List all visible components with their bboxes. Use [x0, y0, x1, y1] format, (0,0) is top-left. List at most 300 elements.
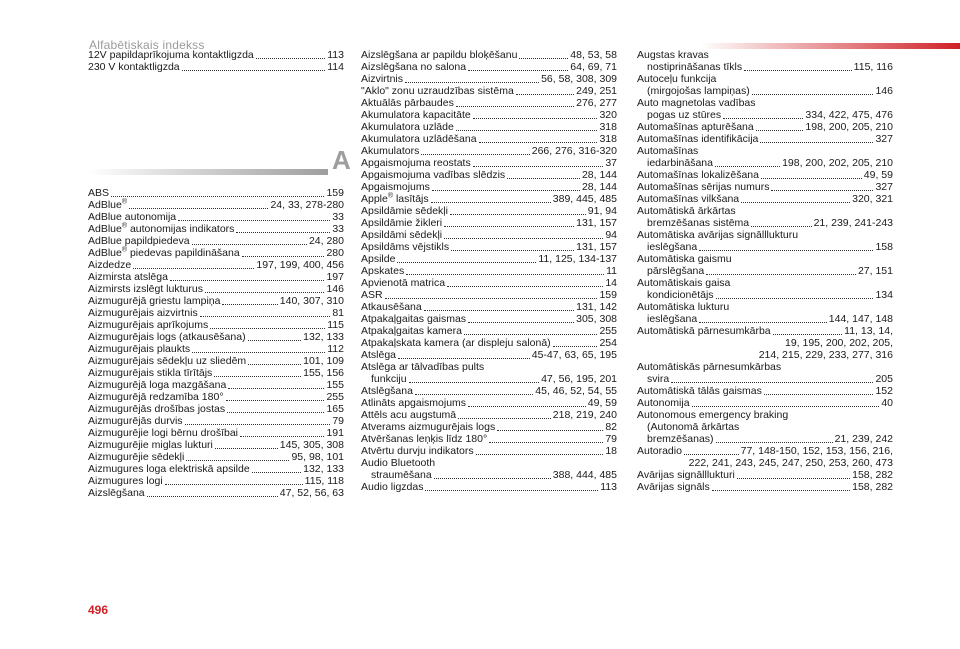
index-entry-pages: 33 — [332, 223, 344, 235]
index-entry-term — [361, 217, 442, 229]
index-entry-leader — [409, 381, 539, 383]
index-entry-leader — [227, 411, 324, 413]
index-entry-leader — [205, 291, 325, 293]
index-entry-term — [88, 355, 246, 367]
index-entry-term — [361, 97, 454, 109]
index-entry-term — [88, 415, 183, 427]
index-entry-leader — [458, 417, 551, 419]
index-entry-term-text: Apsilde — [361, 253, 396, 265]
index-entry-term — [647, 373, 669, 385]
index-entry-pages: 101, 109 — [303, 355, 344, 367]
index-entry-heading: Atslēga ar tālvadības pults — [361, 361, 485, 373]
index-entry-leader — [165, 483, 303, 485]
index-entry-term-text: ieslēgšana — [647, 241, 698, 253]
index-entry-term — [637, 397, 690, 409]
index-entry-term-text: Aizmugurējais stikla tīrītājs — [88, 367, 213, 379]
index-entry-pages: 152 — [875, 385, 893, 397]
index-entry-term-text: Aizmirsts izslēgt lukturus — [88, 283, 203, 295]
index-entry-pages: 320 — [599, 109, 617, 121]
index-entry-pages: 113 — [600, 481, 617, 493]
index-entry-pages: 255 — [599, 325, 617, 337]
index-entry-term-text: AdBlue autonomija — [88, 211, 177, 223]
index-entry-term — [361, 121, 454, 133]
index-entry-leader — [200, 315, 331, 317]
index-entry-term-text: Aizmugures loga elektriskā apsilde — [88, 463, 250, 475]
index-entry-term — [361, 481, 423, 493]
index-entry-term — [361, 397, 466, 409]
index-entry-term-text: 230 V kontaktligzda — [88, 61, 180, 73]
index-entry-pages-continued: 222, 241, 243, 245, 247, 250, 253, 260, 473 — [688, 457, 893, 469]
index-entry-term-text: Aizmirsta atslēga — [88, 271, 168, 283]
index-entry-leader — [468, 69, 568, 71]
index-entry-term-text: Atlināts apgaismojums — [361, 397, 467, 409]
index-entry-leader — [133, 267, 254, 269]
index-entry — [361, 205, 617, 217]
index-entry — [88, 271, 344, 283]
index-entry-leader — [425, 489, 598, 491]
index-entry-pages: 318 — [599, 121, 617, 133]
index-entry-pages: 48, 53, 58 — [570, 49, 617, 61]
index-entry-term — [88, 223, 234, 235]
index-entry — [637, 385, 893, 397]
index-entry-pages: 27, 151 — [857, 265, 893, 277]
index-entry-term-text: Atpakaļgaitas kamera — [361, 325, 462, 337]
index-entry-term-text: Apgaismojuma vadības slēdzis — [361, 169, 506, 181]
index-entry-pages: 49, 59 — [863, 169, 893, 181]
index-entry-heading: Automātiska avārijas signālllukturu — [637, 229, 799, 241]
index-entry — [88, 391, 344, 403]
index-entry-term — [88, 331, 246, 343]
index-entry-term — [88, 295, 220, 307]
index-group-a — [88, 187, 344, 499]
index-entry-term-suffix: piedevas papildināšana — [127, 247, 240, 259]
index-entry-leader — [256, 57, 325, 59]
index-entry — [361, 469, 617, 481]
index-entry-pages: 134 — [875, 289, 893, 301]
index-entry-term — [647, 265, 704, 277]
index-entry-pages: 198, 200, 205, 210 — [805, 121, 893, 133]
index-entry — [361, 397, 617, 409]
index-entry-leader — [434, 477, 551, 479]
index-entry-term-text: Autoradio — [637, 445, 682, 457]
index-entry-pages: 81 — [332, 307, 344, 319]
index-entry-heading: Automātiska gaismu — [637, 253, 732, 265]
index-entry-leader — [421, 153, 529, 155]
index-entry-term — [637, 181, 769, 193]
index-entry-term — [361, 181, 430, 193]
index-entry — [637, 181, 893, 193]
index-entry — [637, 469, 893, 481]
index-entry-pages: 47, 56, 195, 201 — [541, 373, 617, 385]
index-entry — [88, 427, 344, 439]
index-entry — [637, 265, 893, 277]
index-entry-term-text: bremzēšanas) — [647, 433, 714, 445]
index-entry-term-text: Aizmugurējais plaukts — [88, 343, 191, 355]
index-entry-term-text: Akumulatora uzlāde — [361, 121, 454, 133]
index-entry-leader — [771, 189, 873, 191]
index-entry-term-text: Atpakaļgaitas gaismas — [361, 313, 467, 325]
index-entry-term-text: funkciju — [371, 373, 407, 385]
index-entry-term-text: Atkausēšana — [361, 301, 422, 313]
index-entry-leader — [712, 489, 850, 491]
index-entry-pages: 388, 444, 485 — [552, 469, 617, 481]
index-entry-leader — [473, 117, 598, 119]
index-entry-term — [371, 373, 407, 385]
index-entry-pages: 158 — [875, 241, 893, 253]
index-entry-term-text: Aizmugurējā redzamība 180° — [88, 391, 224, 403]
index-entry-heading: (Autonomā ārkārtas — [647, 421, 740, 433]
index-entry-term-text: Aizmugurējie sēdekļi — [88, 451, 185, 463]
index-entry — [637, 121, 893, 133]
index-entry-pages: 198, 200, 202, 205, 210 — [782, 157, 893, 169]
index-entry-term-text: Aizmugurējā loga mazgāšana — [88, 379, 227, 391]
index-entry-term-text: Automašīnas lokalizēšana — [637, 169, 759, 181]
index-entry-leader — [406, 273, 604, 275]
index-entry-term-text: Attēls acu augstumā — [361, 409, 457, 421]
index-entry-pages: 45-47, 63, 65, 195 — [531, 349, 617, 361]
index-entry-heading: Autoceļu funkcija — [637, 73, 717, 85]
index-entry-pages: 334, 422, 475, 476 — [805, 109, 893, 121]
index-entry-term-text: Akumulators — [361, 145, 420, 157]
index-entry-term-text: Aktuālās pārbaudes — [361, 97, 454, 109]
index-entry-heading: Auto magnetolas vadības — [637, 97, 756, 109]
index-entry-pages: 11 — [606, 265, 617, 277]
index-entry-pages: 144, 147, 148 — [828, 313, 893, 325]
index-entry-term — [88, 271, 168, 283]
section-letter: A — [332, 145, 351, 175]
index-entry — [361, 109, 617, 121]
index-entry-pages: 158, 282 — [852, 469, 893, 481]
index-entry-pages: 24, 280 — [308, 235, 344, 247]
index-entry — [637, 241, 893, 253]
index-entry-pages: 37 — [605, 157, 617, 169]
index-entry-term-text: (mirgojošas lampiņas) — [647, 85, 750, 97]
index-entry-term — [88, 283, 203, 295]
index-entry-leader — [252, 471, 301, 473]
index-entry-term-text: Automašīnas sērijas numurs — [637, 181, 770, 193]
index-entry-term-text: kondicionētājs — [647, 289, 714, 301]
index-entry-pages: 389, 445, 485 — [552, 193, 617, 205]
index-entry — [88, 343, 344, 355]
index-entry-pages: 95, 98, 101 — [291, 451, 344, 463]
index-entry-term — [361, 157, 471, 169]
index-entry — [637, 289, 893, 301]
index-entry — [88, 439, 344, 451]
index-entry-term — [88, 391, 224, 403]
index-entry-term — [88, 427, 238, 439]
index-entry-leader — [447, 285, 603, 287]
index-entry-term-text: Avārijas signālllukturi — [637, 469, 735, 481]
index-entry-leader — [716, 441, 833, 443]
index-title: Alfabētiskais indekss — [89, 38, 205, 52]
index-entry-trademark: ® — [121, 222, 128, 230]
index-entry-term — [88, 319, 208, 331]
index-entry-leader — [706, 273, 856, 275]
index-entry-term-text: Apsildāmi sēdekļi — [361, 229, 443, 241]
index-entry-leader — [147, 495, 278, 497]
index-entry-term-text: Aizmugures logi — [88, 475, 163, 487]
index-entry-term-text: ieslēgšana — [647, 313, 698, 325]
index-entry — [88, 295, 344, 307]
index-entry-term — [637, 133, 758, 145]
index-entry-term-text: Aizmugurējā griestu lampiņa — [88, 295, 221, 307]
index-entry — [637, 313, 893, 325]
index-entry-term-text: Apskates — [361, 265, 405, 277]
index-group-numeric — [88, 49, 344, 73]
index-entry-term — [361, 241, 449, 253]
index-entry-term — [361, 61, 466, 73]
index-entry-term — [361, 409, 456, 421]
index-entry — [88, 415, 344, 427]
index-column-1 — [88, 0, 351, 499]
index-entry-pages: 113 — [327, 49, 344, 61]
index-entry-term — [361, 49, 517, 61]
index-entry-pages: 165 — [326, 403, 344, 415]
index-entry-pages: 197 — [326, 271, 344, 283]
index-entry — [637, 61, 893, 73]
index-entry-leader — [716, 297, 874, 299]
index-entry — [88, 49, 344, 61]
index-entry-term — [361, 421, 495, 433]
index-entry — [637, 397, 893, 409]
index-entry-term — [361, 133, 477, 145]
index-entry-leader — [431, 201, 551, 203]
index-entry — [637, 373, 893, 385]
index-entry — [88, 463, 344, 475]
index-entry-term-text: Atslēgšana — [361, 385, 413, 397]
index-entry-pages: 140, 307, 310 — [279, 295, 344, 307]
index-entry-leader — [385, 297, 598, 299]
index-entry-pages: 146 — [326, 283, 344, 295]
index-entry-leader — [111, 195, 324, 197]
index-entry-pages: 24, 33, 278-280 — [270, 199, 344, 211]
index-entry-leader — [226, 399, 325, 401]
index-entry-pages: 155, 156 — [303, 367, 344, 379]
index-entry-term-text: pārslēgšana — [647, 265, 705, 277]
index-entry-pages: 218, 219, 240 — [552, 409, 617, 421]
index-entry-pages: 14 — [605, 277, 617, 289]
index-entry-term — [88, 187, 109, 199]
index-entry-leader — [444, 237, 603, 239]
index-entry-leader — [450, 213, 586, 215]
index-entry — [88, 259, 344, 271]
index-entry-leader — [186, 459, 289, 461]
index-entry — [361, 253, 617, 265]
index-entry — [361, 49, 617, 61]
index-entry-pages: 159 — [599, 289, 617, 301]
index-entry-pages: 115, 116 — [853, 61, 893, 73]
index-group-col3 — [637, 49, 893, 493]
index-entry-pages: 64, 69, 71 — [570, 61, 617, 73]
index-entry — [88, 211, 344, 223]
index-entry-pages: 191 — [326, 427, 344, 439]
index-entry-leader — [432, 189, 580, 191]
index-group-col2 — [361, 49, 617, 493]
index-entry-term — [361, 445, 474, 457]
index-entry-pages: 276, 277 — [576, 97, 617, 109]
index-entry-term-text: Aizmugurējais sēdekļu uz sliedēm — [88, 355, 247, 367]
index-entry-term — [88, 61, 180, 73]
index-entry-leader — [185, 423, 331, 425]
index-entry-term-text: Atpakaļskata kamera (ar displeju salonā) — [361, 337, 551, 349]
index-entry — [361, 193, 617, 205]
index-entry-term-text: Automašīnas vilkšana — [637, 193, 740, 205]
index-entry — [361, 313, 617, 325]
index-entry — [637, 445, 893, 457]
index-entry-pages: 145, 305, 308 — [279, 439, 344, 451]
index-entry — [88, 355, 344, 367]
index-entry-term — [361, 229, 442, 241]
index-entry-term-text: Aizmugurējais logs (atkausēšana) — [88, 331, 246, 343]
index-entry-pages: 320, 321 — [852, 193, 893, 205]
index-entry-term-text: Aizslēgšana no salona — [361, 61, 467, 73]
index-entry-pages: 28, 144 — [581, 169, 617, 181]
index-entry — [361, 337, 617, 349]
index-entry-term — [361, 193, 429, 205]
index-entry-term — [647, 109, 721, 121]
index-entry-term — [88, 307, 198, 319]
index-entry-term — [88, 475, 163, 487]
index-entry-pages: 131, 157 — [576, 217, 617, 229]
index-entry-pages: 56, 58, 308, 309 — [541, 73, 617, 85]
index-entry-leader — [764, 393, 874, 395]
index-entry-term — [637, 469, 735, 481]
index-entry-pages: 255 — [326, 391, 344, 403]
index-entry — [88, 223, 344, 235]
index-entry — [361, 481, 617, 493]
index-entry-heading: Automātiskais gaisa — [637, 277, 731, 289]
index-entry-leader — [751, 225, 811, 227]
index-entry — [361, 157, 617, 169]
index-entry-leader — [699, 249, 873, 251]
index-entry-leader — [228, 387, 324, 389]
index-entry-trademark: ® — [387, 192, 394, 200]
index-entry-leader — [405, 81, 539, 83]
index-entry-term-text: Atverams aizmugurējais logs — [361, 421, 496, 433]
index-entry-pages: 11, 125, 134-137 — [538, 253, 617, 265]
index-entry-term-suffix: lasītājs — [393, 193, 429, 205]
index-entry-term-text: bremzēšanas sistēma — [647, 217, 750, 229]
index-entry — [88, 367, 344, 379]
index-entry-term — [88, 235, 190, 247]
index-entry-term-text: AdBlue — [88, 247, 122, 259]
index-entry-leader — [723, 117, 803, 119]
index-column-3 — [637, 0, 893, 493]
index-entry-term — [361, 289, 383, 301]
index-entry-leader — [553, 345, 598, 347]
index-entry-pages: 21, 239, 242 — [834, 433, 893, 445]
index-entry — [361, 61, 617, 73]
index-entry-heading: Automātiskās pārnesumkārbas — [637, 361, 782, 373]
index-entry-term-text: Aizmugurējais aizvirtnis — [88, 307, 198, 319]
index-entry-term — [647, 85, 750, 97]
index-entry-term-text: Akumulatora uzlādēšana — [361, 133, 477, 145]
index-entry — [88, 187, 344, 199]
index-entry-term — [88, 379, 226, 391]
index-entry — [361, 181, 617, 193]
page-number: 496 — [88, 603, 109, 617]
index-entry-term — [88, 463, 250, 475]
index-entry-leader — [761, 177, 862, 179]
index-entry-term-text: iedarbināšana — [647, 157, 713, 169]
index-entry-leader — [182, 69, 326, 71]
index-entry-term-text: Apgaismojuma reostats — [361, 157, 471, 169]
index-entry — [637, 169, 893, 181]
index-entry — [361, 373, 617, 385]
index-entry-term — [637, 481, 710, 493]
index-entry-pages: 249, 251 — [576, 85, 617, 97]
index-entry-pages: 318 — [599, 133, 617, 145]
index-entry — [88, 487, 344, 499]
index-entry — [637, 433, 893, 445]
index-entry-term-text: Atvērtu durvju indikators — [361, 445, 474, 457]
index-entry-leader — [468, 405, 586, 407]
index-entry — [88, 475, 344, 487]
index-entry-term-text: Atvēršanas leņķis līdz 180° — [361, 433, 488, 445]
index-entry-leader — [519, 57, 568, 59]
index-entry-leader — [215, 447, 278, 449]
index-entry-leader — [222, 303, 277, 305]
index-entry-leader — [773, 333, 842, 335]
index-entry-term — [361, 385, 413, 397]
index-entry-term-text: Aizmugurējie miglas lukturi — [88, 439, 213, 451]
index-entry — [361, 433, 617, 445]
index-entry-term-text: pogas uz stūres — [647, 109, 722, 121]
index-entry-leader — [737, 477, 850, 479]
index-entry — [361, 229, 617, 241]
index-entry-pages: 21, 239, 241-243 — [813, 217, 893, 229]
index-entry-leader — [456, 129, 598, 131]
index-entry — [637, 193, 893, 205]
index-entry-term-text: Apgaismojums — [361, 181, 430, 193]
index-entry-leader — [214, 375, 301, 377]
index-entry-term — [361, 73, 403, 85]
index-entry — [361, 409, 617, 421]
index-entry-term — [647, 433, 714, 445]
index-entry-term — [637, 121, 754, 133]
index-entry-pages: 18 — [605, 445, 617, 457]
index-entry-term-text: ASR — [361, 289, 383, 301]
index-entry-pages: 197, 199, 400, 456 — [256, 259, 344, 271]
index-entry-pages: 205 — [875, 373, 893, 385]
index-entry-leader — [468, 321, 574, 323]
index-entry — [88, 307, 344, 319]
index-entry-term-text: Apsildāmie žikleri — [361, 217, 443, 229]
index-entry — [361, 85, 617, 97]
index-entry-pages: 11, 13, 14, — [844, 325, 893, 337]
index-entry — [637, 85, 893, 97]
index-entry-leader — [424, 309, 574, 311]
index-entry-pages: 45, 46, 52, 54, 55 — [535, 385, 617, 397]
index-entry — [637, 481, 893, 493]
index-entry-pages: 114 — [327, 61, 344, 73]
index-entry-term — [88, 343, 190, 355]
index-entry-term — [88, 487, 145, 499]
index-entry-term — [361, 337, 551, 349]
index-entry-term — [361, 145, 419, 157]
index-entry-pages: 79 — [605, 433, 617, 445]
index-entry-term — [88, 211, 176, 223]
index-entry — [88, 61, 344, 73]
index-entry-heading: Automātiska lukturu — [637, 301, 730, 313]
index-entry — [88, 403, 344, 415]
index-entry-leader — [671, 381, 873, 383]
index-entry-pages-continued: 19, 195, 200, 202, 205, — [784, 337, 893, 349]
index-entry-term-text: Apvienotā matrica — [361, 277, 446, 289]
index-entry-pages: 132, 133 — [303, 331, 344, 343]
index-entry-term — [361, 85, 514, 97]
index-entry-term — [637, 385, 762, 397]
